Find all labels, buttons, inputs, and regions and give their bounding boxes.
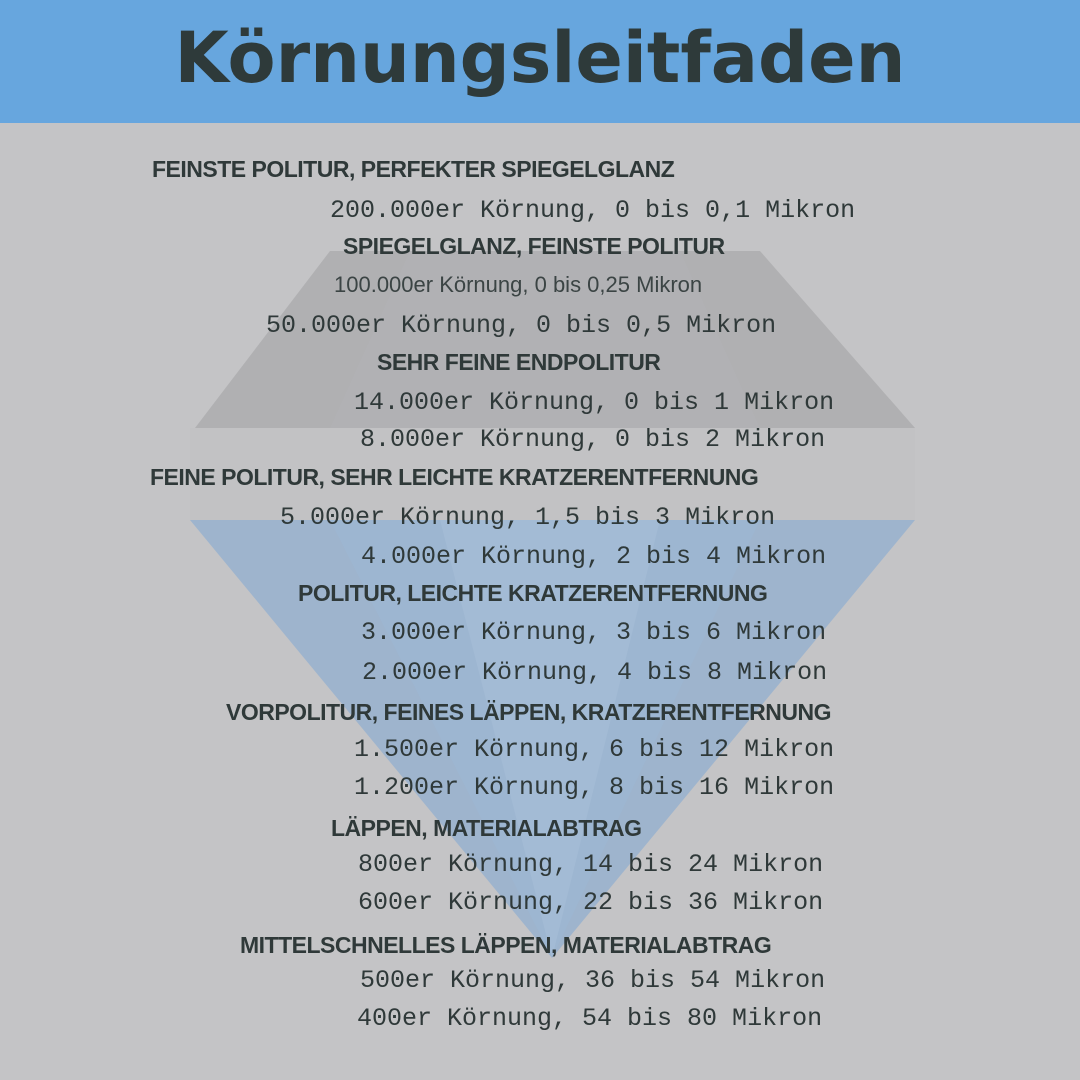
grit-entry: 5.000er Körnung, 1,5 bis 3 Mikron bbox=[280, 503, 776, 532]
grit-entry: 600er Körnung, 22 bis 36 Mikron bbox=[358, 888, 824, 917]
grit-entry: 14.000er Körnung, 0 bis 1 Mikron bbox=[354, 388, 835, 417]
grit-entry: 400er Körnung, 54 bis 80 Mikron bbox=[357, 1004, 823, 1033]
grit-heading: POLITUR, LEICHTE KRATZERENTFERNUNG bbox=[298, 580, 768, 606]
grit-entry: 100.000er Körnung, 0 bis 0,25 Mikron bbox=[334, 272, 703, 297]
grit-entry: 1.200er Körnung, 8 bis 16 Mikron bbox=[354, 773, 835, 802]
grit-heading: SPIEGELGLANZ, FEINSTE POLITUR bbox=[343, 233, 725, 259]
grit-entry: 2.000er Körnung, 4 bis 8 Mikron bbox=[362, 658, 828, 687]
header-bar bbox=[0, 0, 1080, 123]
grit-entry: 50.000er Körnung, 0 bis 0,5 Mikron bbox=[266, 311, 777, 340]
grit-entry: 200.000er Körnung, 0 bis 0,1 Mikron bbox=[330, 196, 856, 225]
grit-entry: 500er Körnung, 36 bis 54 Mikron bbox=[360, 966, 826, 995]
grit-entry: 8.000er Körnung, 0 bis 2 Mikron bbox=[360, 425, 826, 454]
grit-entry: 1.500er Körnung, 6 bis 12 Mikron bbox=[354, 735, 835, 764]
grit-heading: MITTELSCHNELLES LÄPPEN, MATERIALABTRAG bbox=[240, 932, 772, 958]
grit-heading: VORPOLITUR, FEINES LÄPPEN, KRATZERENTFERNUNG bbox=[226, 699, 831, 725]
page-title: Körnungsleitfaden bbox=[174, 16, 906, 99]
grit-heading: FEINE POLITUR, SEHR LEICHTE KRATZERENTFERNUNG bbox=[150, 464, 759, 490]
grit-heading: FEINSTE POLITUR, PERFEKTER SPIEGELGLANZ bbox=[152, 156, 675, 182]
grit-entry: 800er Körnung, 14 bis 24 Mikron bbox=[358, 850, 824, 879]
grit-entry: 3.000er Körnung, 3 bis 6 Mikron bbox=[361, 618, 827, 647]
grit-heading: SEHR FEINE ENDPOLITUR bbox=[377, 349, 661, 375]
grit-heading: LÄPPEN, MATERIALABTRAG bbox=[331, 815, 642, 841]
grit-entry: 4.000er Körnung, 2 bis 4 Mikron bbox=[361, 542, 827, 571]
